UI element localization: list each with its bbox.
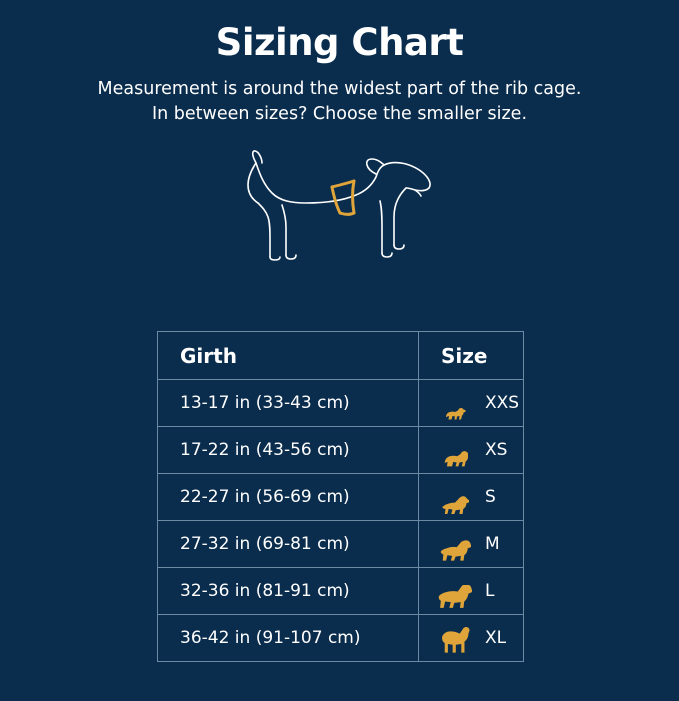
sizing-table bbox=[157, 331, 524, 662]
column-header-size: Size bbox=[419, 332, 524, 380]
cell-size bbox=[419, 521, 524, 568]
cell-girth: 36-42 in (91-107 cm) bbox=[158, 615, 419, 662]
dog-icon-s bbox=[433, 480, 477, 514]
dog-icon-xl bbox=[433, 621, 477, 655]
cell-size bbox=[419, 568, 524, 615]
table-row bbox=[158, 568, 524, 615]
table-row bbox=[158, 521, 524, 568]
cell-size bbox=[419, 615, 524, 662]
dog-outline bbox=[248, 151, 430, 260]
sizing-table-container bbox=[157, 331, 523, 662]
table-row bbox=[158, 474, 524, 521]
size-label: L bbox=[485, 581, 495, 601]
size-label: XL bbox=[485, 628, 507, 648]
cell-size bbox=[419, 474, 524, 521]
table-row bbox=[158, 380, 524, 427]
table-row bbox=[158, 427, 524, 474]
cell-girth: 27-32 in (69-81 cm) bbox=[158, 521, 419, 568]
cell-girth: 17-22 in (43-56 cm) bbox=[158, 427, 419, 474]
column-header-girth: Girth bbox=[158, 332, 419, 380]
cell-size bbox=[419, 427, 524, 474]
size-label: XXS bbox=[485, 393, 520, 413]
subtitle-line-1: Measurement is around the widest part of the rib cage. bbox=[97, 78, 582, 99]
page-title: Sizing Chart bbox=[215, 21, 464, 64]
table-header-row bbox=[158, 332, 524, 380]
dog-icon-l bbox=[433, 574, 477, 608]
table-row bbox=[158, 615, 524, 662]
size-label: M bbox=[485, 534, 500, 554]
size-label: XS bbox=[485, 440, 508, 460]
size-label: S bbox=[485, 487, 496, 507]
dog-icon-xxs bbox=[433, 386, 477, 420]
subtitle-line-2: In between sizes? Choose the smaller size. bbox=[151, 103, 528, 124]
cell-size bbox=[419, 380, 524, 427]
cell-girth: 13-17 in (33-43 cm) bbox=[158, 380, 419, 427]
page-subtitle bbox=[0, 77, 679, 128]
dog-icon-m bbox=[433, 527, 477, 561]
dog-icon-xs bbox=[433, 433, 477, 467]
cell-girth: 22-27 in (56-69 cm) bbox=[158, 474, 419, 521]
cell-girth: 32-36 in (81-91 cm) bbox=[158, 568, 419, 615]
sizing-chart-page bbox=[0, 22, 679, 701]
dog-with-harness-illustration bbox=[220, 141, 460, 271]
